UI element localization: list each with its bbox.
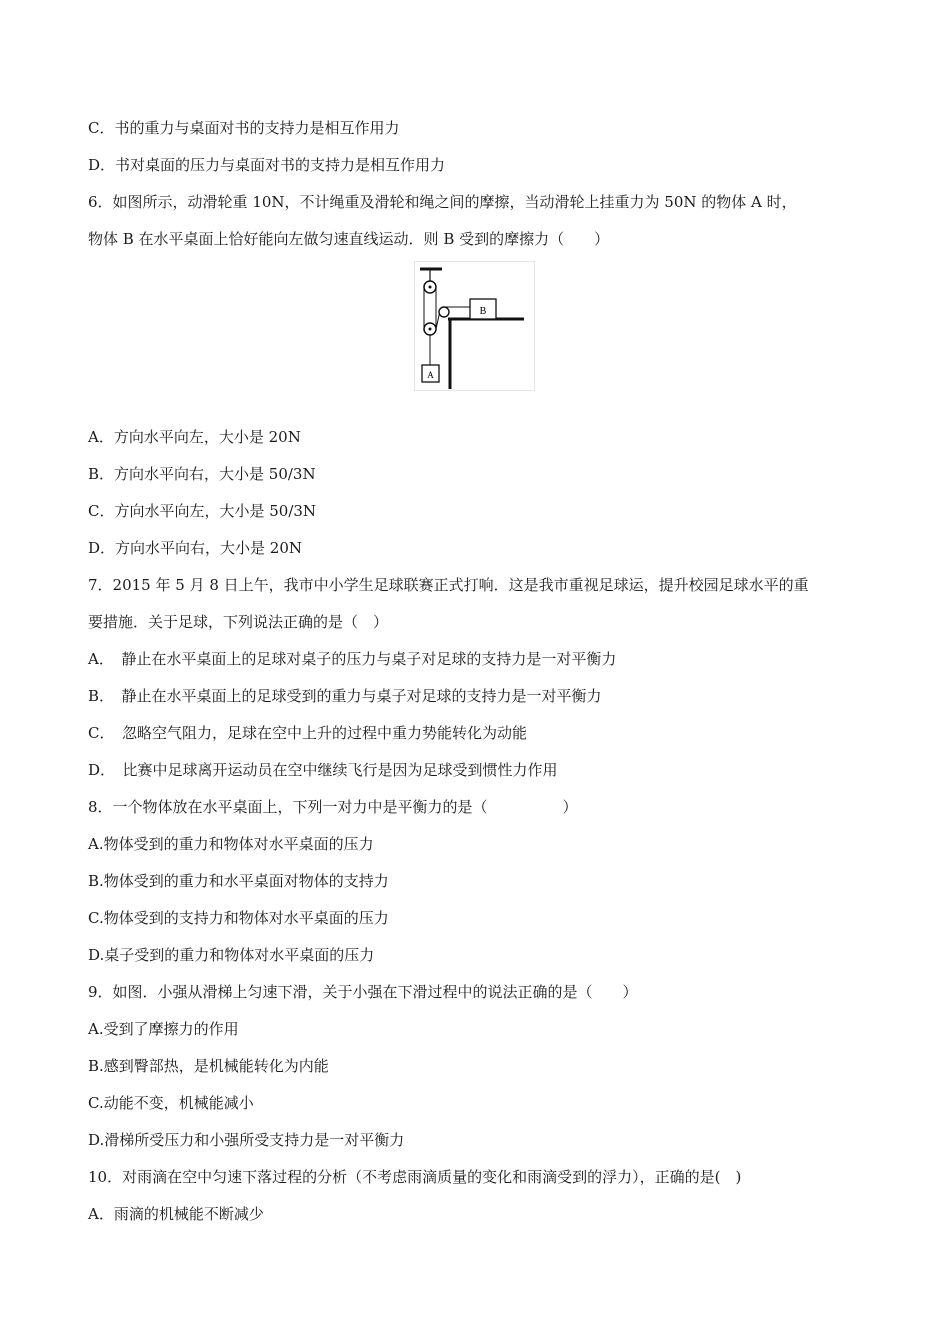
q5-option-c: C．书的重力与桌面对书的支持力是相互作用力	[88, 119, 400, 137]
q6-stem-line2: 物体 B 在水平桌面上恰好能向左做匀速直线运动．则 B 受到的摩擦力（ ）	[88, 230, 610, 248]
q9-option-a: A.受到了摩擦力的作用	[88, 1020, 239, 1038]
fixed-pulley-axle	[429, 286, 432, 289]
q8-option-b: B.物体受到的重力和水平桌面对物体的支持力	[88, 872, 389, 890]
q10-option-a: A．雨滴的机械能不断减少	[88, 1205, 264, 1223]
q9-option-d: D.滑梯所受压力和小强所受支持力是一对平衡力	[88, 1131, 405, 1149]
q9-option-b: B.感到臀部热，是机械能转化为内能	[88, 1057, 329, 1075]
q7-stem-line2: 要措施．关于足球，下列说法正确的是（ ）	[88, 613, 389, 631]
q8-stem: 8．一个物体放在水平桌面上，下列一对力中是平衡力的是（ ）	[88, 798, 578, 816]
q6-stem-line1: 6．如图所示，动滑轮重 10N，不计绳重及滑轮和绳之间的摩擦，当动滑轮上挂重力为 50N 的物体 A 时，	[88, 193, 797, 211]
q7-option-d: D． 比赛中足球离开运动员在空中继续飞行是因为足球受到惯性力作用	[88, 761, 558, 779]
movable-pulley-axle	[429, 328, 432, 331]
q7-stem-line1: 7．2015 年 5 月 8 日上午，我市中小学生足球联赛正式打响．这是我市重视足球运，提升校园足球水平的重	[88, 576, 809, 594]
q6-option-b: B．方向水平向右，大小是 50/3N	[88, 465, 316, 483]
q8-option-c: C.物体受到的支持力和物体对水平桌面的压力	[88, 909, 389, 927]
block-b-label: B	[479, 306, 487, 317]
q10-stem: 10．对雨滴在空中匀速下落过程的分析（不考虑雨滴质量的变化和雨滴受到的浮力），正确的是( )	[88, 1168, 742, 1186]
q6-option-a: A．方向水平向左，大小是 20N	[88, 428, 301, 446]
q5-option-d: D．书对桌面的压力与桌面对书的支持力是相互作用力	[88, 156, 446, 174]
q9-stem: 9．如图．小强从滑梯上匀速下滑，关于小强在下滑过程中的说法正确的是（ ）	[88, 983, 638, 1001]
table-pulley	[439, 307, 449, 317]
block-a-label: A	[427, 370, 434, 380]
q8-option-a: A.物体受到的重力和物体对水平桌面的压力	[88, 835, 374, 853]
q9-option-c: C.动能不变，机械能减小	[88, 1094, 254, 1112]
q6-option-c: C．方向水平向左，大小是 50/3N	[88, 502, 317, 520]
pulley-figure	[414, 261, 535, 391]
q7-option-c: C． 忽略空气阻力，足球在空中上升的过程中重力势能转化为动能	[88, 724, 527, 742]
q7-option-a: A． 静止在水平桌面上的足球对桌子的压力与桌子对足球的支持力是一对平衡力	[88, 650, 617, 668]
q7-option-b: B． 静止在水平桌面上的足球受到的重力与桌子对足球的支持力是一对平衡力	[88, 687, 602, 705]
q8-option-d: D.桌子受到的重力和物体对水平桌面的压力	[88, 946, 375, 964]
q6-option-d: D．方向水平向右，大小是 20N	[88, 539, 303, 557]
